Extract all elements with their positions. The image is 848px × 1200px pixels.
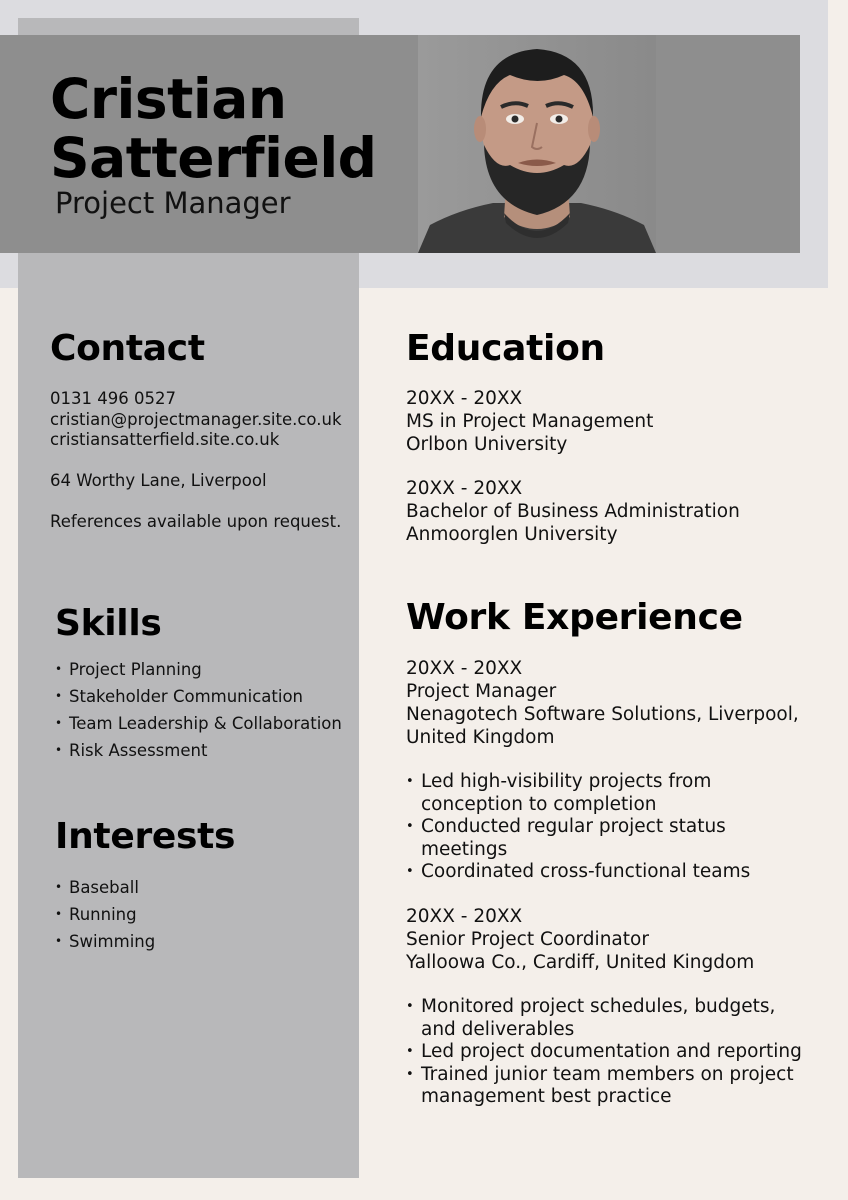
- portrait-photo: [418, 35, 656, 253]
- job-entry: [406, 657, 806, 884]
- job-title: Senior Project Coordinator: [406, 929, 649, 950]
- duty-item: • Conducted regular project status meetings: [406, 816, 806, 861]
- skills-list: [55, 656, 342, 764]
- education-years: 20XX - 20XX: [406, 478, 523, 499]
- website: cristiansatterfield.site.co.uk: [50, 430, 280, 449]
- education-entry: [406, 387, 806, 456]
- education-degree: MS in Project Management: [406, 411, 654, 432]
- education-school: Anmoorglen University: [406, 524, 618, 545]
- email-address: cristian@projectmanager.site.co.uk: [50, 409, 342, 429]
- job-duties: [406, 771, 806, 884]
- list-item: • Baseball: [55, 874, 155, 901]
- education-school: Orlbon University: [406, 434, 568, 455]
- list-item: • Stakeholder Communication: [55, 683, 342, 710]
- skills-heading: Skills: [55, 603, 162, 644]
- education-years: 20XX - 20XX: [406, 388, 523, 409]
- last-name: Satterfield: [50, 126, 377, 190]
- contact-heading: Contact: [50, 328, 205, 369]
- duty-item: • Coordinated cross-functional teams: [406, 861, 806, 884]
- list-item: • Swimming: [55, 928, 155, 955]
- education-entry: [406, 477, 806, 546]
- job-title: Project Manager: [55, 186, 291, 220]
- job-entry: [406, 905, 806, 1109]
- list-item: • Team Leadership & Collaboration: [55, 710, 342, 737]
- duty-item: • Led high-visibility projects from conception to completion: [406, 771, 806, 816]
- education-heading: Education: [406, 328, 605, 369]
- duty-item: • Led project documentation and reporting: [406, 1041, 806, 1064]
- work-experience-heading: Work Experience: [406, 597, 743, 638]
- phone-number: 0131 496 0527: [50, 389, 176, 408]
- job-duties: [406, 996, 806, 1109]
- candidate-name: [50, 67, 377, 190]
- interests-list: [55, 874, 155, 955]
- education-degree: Bachelor of Business Administration: [406, 501, 740, 522]
- list-item: • Running: [55, 901, 155, 928]
- interests-heading: Interests: [55, 816, 236, 857]
- references-note: References available upon request.: [50, 512, 342, 531]
- job-title: Project Manager: [406, 681, 557, 702]
- contact-details: [50, 389, 342, 533]
- list-item: • Risk Assessment: [55, 737, 342, 764]
- job-years: 20XX - 20XX: [406, 906, 523, 927]
- duty-item: • Trained junior team members on project management best practice: [406, 1064, 806, 1109]
- job-company: Yalloowa Co., Cardiff, United Kingdom: [406, 952, 755, 973]
- home-address: 64 Worthy Lane, Liverpool: [50, 471, 267, 490]
- duty-item: • Monitored project schedules, budgets, and deliverables: [406, 996, 806, 1041]
- job-years: 20XX - 20XX: [406, 658, 523, 679]
- job-company-location: United Kingdom: [406, 727, 555, 748]
- job-company: Nenagotech Software Solutions, Liverpool,: [406, 704, 799, 725]
- list-item: • Project Planning: [55, 656, 342, 683]
- first-name: Cristian: [50, 67, 287, 131]
